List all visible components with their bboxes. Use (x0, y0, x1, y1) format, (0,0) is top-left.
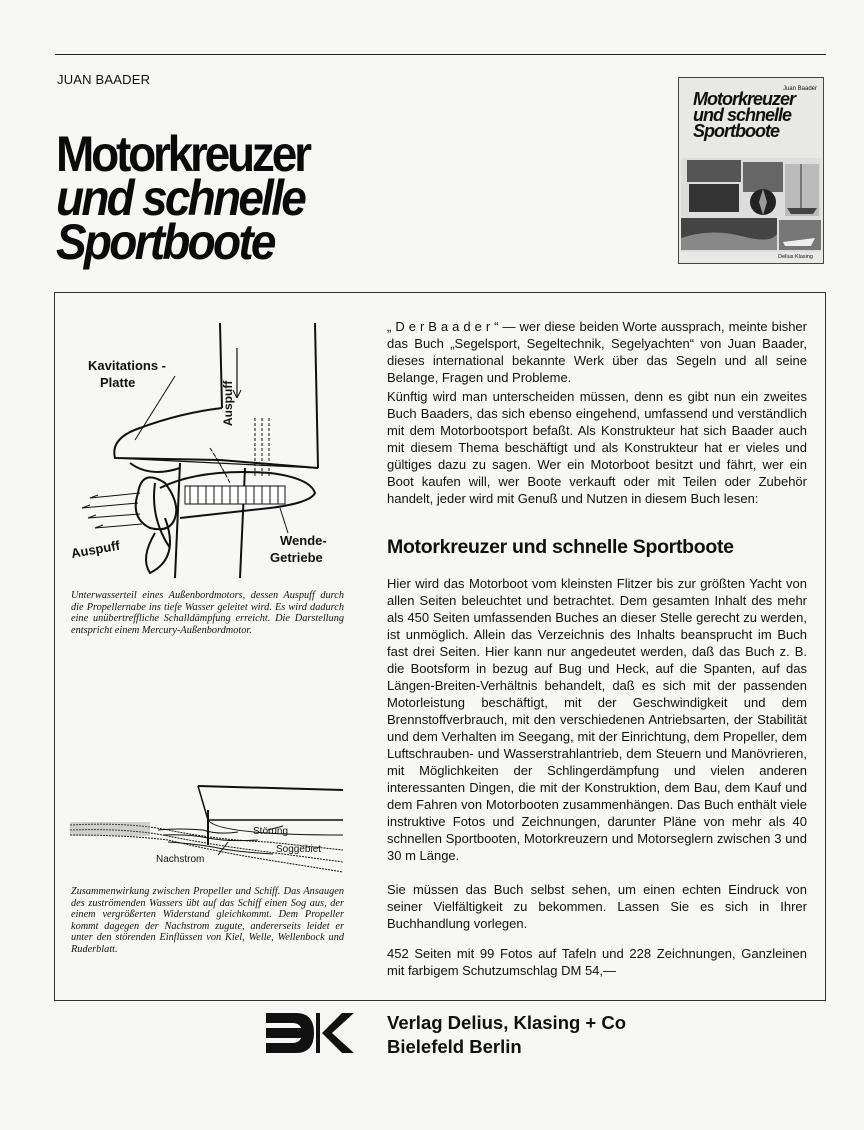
top-rule (55, 54, 826, 55)
cover-title-line-1: Motorkreuzer (693, 89, 796, 109)
label-kavitation-1: Kavitations - (88, 358, 167, 373)
figure1-caption: Unterwasserteil eines Außenbordmotors, dessen Auspuff durch die Propellernabe ins tiefe Wasser geleitet wird. Es wird dadurch eine unübertreffliche Schalldämpfung erreicht. Die Darstellung entspricht einem Mercury-Außenbordmotor. (71, 590, 344, 636)
publisher-info (387, 1011, 626, 1059)
body-paragraph-3: Hier wird das Motorboot vom kleinsten Flitzer bis zur größten Yacht von allen Seiten beleuchtet und betrachtet. Dem gesamten Inhalt des mehr als 450 Seiten umfassenden Buches an dieser Stelle gerecht zu werden, ist unmöglich. Allein das Verzeichnis des Inhalts beansprucht im Buch fast drei Seiten. Hier kann nur angedeutet werden, daß das Buch z. B. die Bootsform in bezug auf Bug und Heck, auf die Spanten, auf das Längen-Breiten-Verhältnis behandelt, daß es sich mit der passenden Motorleistung beschäftigt, mit der Geschwindigkeit und dem Brennstoffverbrauch, mit den verschiedenen Antriebsarten, der Stabilität und dem Verhalten im Seegang, mit der Einrichtung, dem Propeller, dem Luftschrauben- und Wasserstrahlantrieb, dem Steuern und Manövrieren, mit Möglichkeiten der Schlingerdämpfung und vielen anderen interessanten Dingen, die mit der Konstruktion, dem Bau, dem Kauf und dem Fahren von Motorbooten zusammenhängen. Das Buch enthält viele instruktive Fotos und Zeichnungen, darunter Pläne von mehr als 40 schnellen Sportbooten, Motorkreuzern und Motorseglern zwischen 3 und 30 m Länge. (387, 576, 807, 863)
title-line-2: und schnelle (56, 170, 305, 226)
label-wende-2: Getriebe (270, 550, 323, 565)
body-paragraph-4: Sie müssen das Buch selbst sehen, um einen echten Eindruck von seiner Vielfältigkeit zu bekommen. Lassen Sie es sich in Ihrer Buchhandlung vorlegen. (387, 882, 807, 931)
cover-title-line-3: Sportboote (693, 121, 779, 141)
book-cover (678, 77, 824, 264)
propeller-flow-illustration (68, 780, 348, 880)
label-auspuff: Auspuff (70, 537, 121, 561)
title-line-1: Motorkreuzer (56, 126, 309, 182)
cover-photo-collage (681, 158, 821, 252)
figure2-caption: Zusammenwirkung zwischen Propeller und Schiff. Das Ansaugen des zuströmenden Wassers übt auf das Schiff einen Sog aus, der einem vergrößerten Widerstand gleichkommt. Dem Propeller kommt dagegen der Nachstrom zugute, andererseits leidet er unter den störenden Einflüssen von Kiel, Welle, Wellenbock und Ruderblatt. (71, 886, 344, 955)
publisher-logo (266, 1013, 354, 1053)
body-paragraph-1: „ D e r B a a d e r “ — wer diese beiden Worte aussprach, meinte bisher das Buch „Segelsport, Segeltechnik, Segelyachten“ von Juan Baader, dieses international bekannte Werk über das Segeln und all seine Belange, Fragen und Probleme. (387, 319, 807, 385)
label-soggebiet: Soggebiet (276, 844, 322, 855)
publisher-line-2: Bielefeld Berlin (387, 1036, 522, 1057)
cover-author: Juan Baader (782, 86, 817, 92)
body-paragraph-5: 452 Seiten mit 99 Fotos auf Tafeln und 228 Zeichnungen, Ganzleinen mit farbigem Schutzumschlag DM 54,— (387, 946, 807, 978)
label-stoerung: Störung (253, 826, 289, 837)
author-name: JUAN BAADER (57, 72, 151, 87)
title-line-3: Sportboote (56, 214, 274, 270)
label-auspuff-vertical: Auspuff (221, 380, 235, 426)
outboard-motor-illustration (70, 318, 350, 588)
label-nachstrom: Nachstrom (156, 854, 205, 865)
cover-publisher: Delius Klasing (778, 254, 813, 260)
page-title (56, 126, 396, 270)
label-wende-1: Wende- (280, 533, 327, 548)
cover-title-line-2: und schnelle (693, 105, 792, 125)
cover-title (693, 91, 795, 139)
body-paragraph-2: Künftig wird man unterscheiden müssen, denn es gibt nun ein zweites Buch Baaders, das sich ebenso eingehend, umfassend und verständlich mit dem Motorbootsport befaßt. Als Konstrukteur hat sich Baader auch mit diesem Thema beschäftigt und als Konstrukteur hat er vieles und gültiges dazu zu sagen. Wer ein Motorboot besitzt und fährt, wer ein Boot kaufen will, wer Boote verkauft oder mit Teilen oder Zubehör handelt, jeder wird mit Genuß und Nutzen in diesem Buch lesen: (387, 389, 807, 506)
publisher-line-1: Verlag Delius, Klasing + Co (387, 1012, 627, 1033)
label-kavitation-2: Platte (100, 375, 136, 390)
section-heading: Motorkreuzer und schnelle Sportboote (387, 536, 734, 558)
